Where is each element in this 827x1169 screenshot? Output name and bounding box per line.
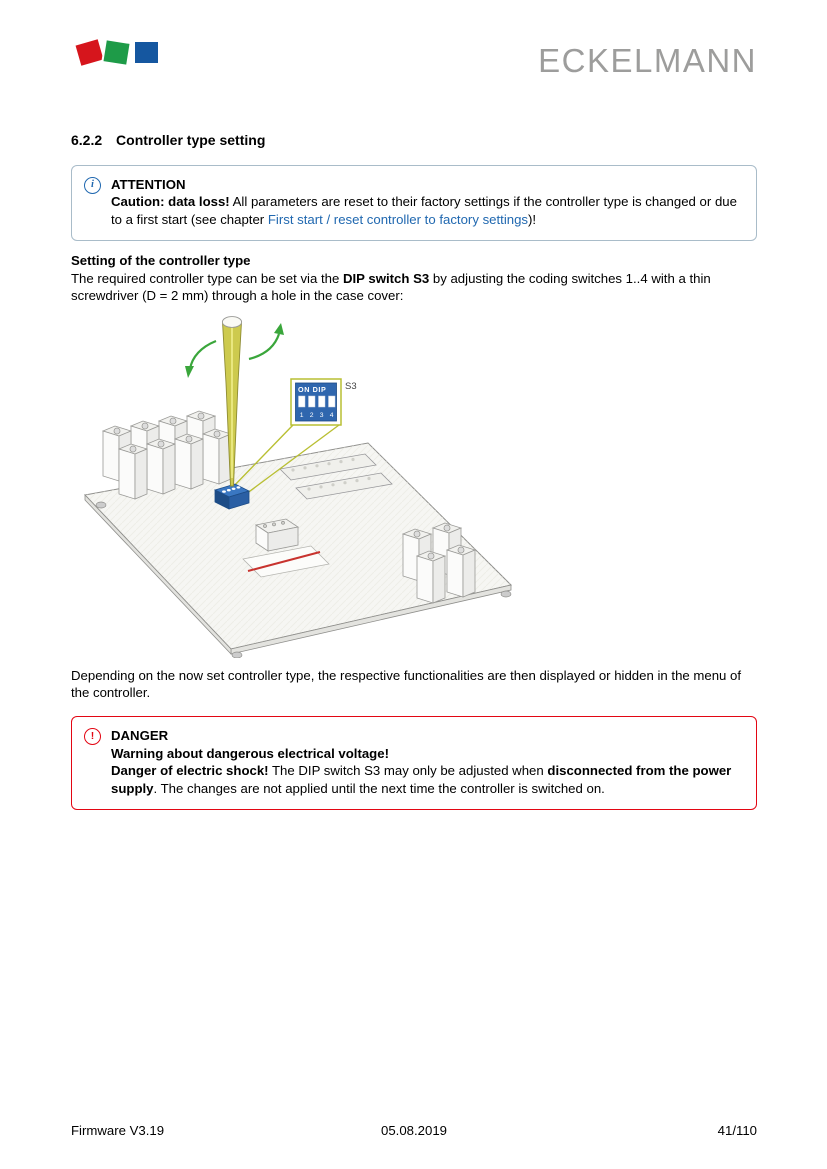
attention-body bbox=[111, 176, 743, 229]
dip-number-1: 1 bbox=[299, 411, 304, 419]
setting-text-1: The required controller type can be set via the bbox=[71, 270, 343, 286]
s3-label: S3 bbox=[345, 380, 357, 392]
dip-number-3: 3 bbox=[319, 411, 324, 419]
section-heading bbox=[71, 131, 757, 150]
attention-title: ATTENTION bbox=[111, 176, 186, 192]
attention-bold-lead: Caution: data loss! bbox=[111, 194, 230, 210]
attention-text-1: All parameters are reset to their factory settings if the controller type is changed or due to a first start (see chapter bbox=[111, 194, 737, 228]
setting-paragraph bbox=[71, 270, 757, 305]
figure-connector-block bbox=[256, 519, 298, 551]
page-header bbox=[78, 42, 757, 84]
rotate-arrow-left-icon bbox=[185, 341, 216, 378]
logo-red-square bbox=[76, 39, 104, 66]
section-number: 6.2.2 bbox=[71, 132, 103, 148]
page-content bbox=[71, 131, 757, 810]
attention-text-2: )! bbox=[528, 212, 537, 228]
page-footer bbox=[71, 1122, 757, 1140]
danger-bold-shock: Danger of electric shock! bbox=[111, 763, 269, 779]
info-icon: i bbox=[84, 177, 101, 194]
danger-title: DANGER bbox=[111, 727, 169, 743]
chapter-link[interactable]: First start / reset controller to factory settings bbox=[267, 212, 529, 228]
danger-warning-line: Warning about dangerous electrical voltage! bbox=[111, 745, 389, 761]
danger-bold-supply: disconnected from the power supply bbox=[111, 763, 732, 796]
danger-line-2 bbox=[111, 762, 743, 797]
footer-firmware-version: Firmware V3.19 bbox=[71, 1123, 165, 1138]
dip-on-label: ON DIP bbox=[298, 384, 327, 394]
dip-number-4: 4 bbox=[329, 411, 334, 419]
eckelmann-logo-icon bbox=[78, 42, 170, 84]
attention-box bbox=[71, 165, 757, 241]
danger-box bbox=[71, 716, 757, 810]
setting-text-2: by adjusting the coding switches 1..4 with a thin screwdriver (D = 2 mm) through a hole in the case cover: bbox=[71, 270, 711, 304]
footer-date: 05.08.2019 bbox=[381, 1123, 448, 1138]
footer-page-number: 41/110 bbox=[717, 1123, 758, 1138]
after-figure-paragraph: Depending on the now set controller type, the respective functionalities are then displayed or hidden in the menu of the controller. bbox=[71, 667, 742, 701]
pcb-illustration-svg bbox=[73, 313, 523, 658]
setting-subheading: Setting of the controller type bbox=[71, 252, 251, 268]
attention-text bbox=[111, 193, 743, 228]
dip-switch-callout bbox=[291, 379, 341, 425]
danger-text-1: The DIP switch S3 may only be adjusted when bbox=[268, 763, 548, 779]
danger-body bbox=[111, 727, 743, 798]
pcb-illustration bbox=[73, 313, 523, 663]
warning-icon: ! bbox=[84, 728, 101, 745]
danger-text-2: . The changes are not applied until the next time the controller is switched on. bbox=[153, 781, 605, 796]
section-title: Controller type setting bbox=[116, 132, 266, 148]
dip-number-2: 2 bbox=[309, 411, 314, 419]
brand-wordmark: ECKELMANN bbox=[538, 42, 757, 79]
danger-line-1 bbox=[111, 745, 743, 763]
rotate-arrow-right-icon bbox=[249, 323, 284, 359]
logo-blue-square bbox=[135, 42, 158, 63]
logo-green-square bbox=[103, 40, 129, 64]
setting-bold-dip: DIP switch S3 bbox=[342, 270, 430, 286]
